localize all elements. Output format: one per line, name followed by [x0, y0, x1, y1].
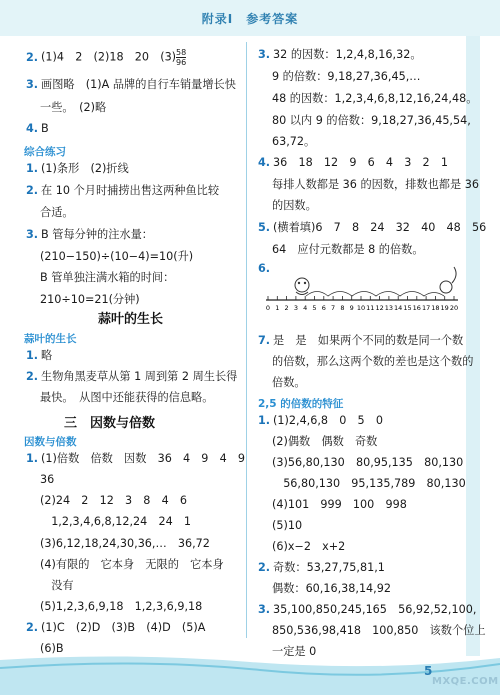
- answer-text: 没有: [40, 579, 74, 592]
- answer-text: 850,536,98,418 100,850 该数个位上: [272, 624, 486, 637]
- numerator: 58: [176, 48, 187, 57]
- answer-line: [26, 78, 236, 92]
- tick-label: 20: [449, 304, 459, 312]
- tick-label: 2: [284, 304, 289, 312]
- answer-text: 48 的因数：1,2,3,4,6,8,12,16,24,48。: [272, 92, 478, 105]
- answer-text: (3)56,80,130 80,95,135 80,130: [272, 456, 464, 469]
- answer-line: [258, 156, 448, 170]
- section-right: 2,5 的倍数的特征: [258, 398, 344, 410]
- answer-line: [272, 477, 466, 491]
- answer-text: (2)偶数 偶数 奇数: [272, 435, 378, 448]
- answer-line: [40, 537, 210, 551]
- answer-text: 一些。 (2)略: [40, 101, 107, 114]
- answer-text: (1)倍数 倍数 因数 36 4 9 4 9: [41, 452, 246, 465]
- answer-text: 64 应付元数都是 8 的倍数。: [272, 243, 424, 256]
- answer-line: [272, 243, 424, 257]
- answer-text: (4)101 999 100 998: [272, 498, 407, 511]
- question-number: 5.: [258, 221, 271, 234]
- answer-text: (6)x−2 x+2: [272, 540, 346, 553]
- column-divider: [246, 42, 247, 638]
- question-number: 2.: [26, 184, 39, 197]
- tick-label: 17: [421, 304, 431, 312]
- answer-line: [40, 515, 191, 529]
- answer-text: (2)24 2 12 3 8 4 6: [40, 494, 188, 507]
- tick-label: 16: [412, 304, 421, 312]
- answer-line: [26, 228, 153, 242]
- tick-label: 12: [375, 304, 384, 312]
- answer-line: [40, 600, 202, 614]
- tick-label: 7: [331, 304, 336, 312]
- answer-line: [272, 624, 486, 638]
- tick-label: 10: [356, 304, 366, 312]
- answer-text: (210−150)÷(10−4)=10(升): [40, 250, 194, 263]
- answer-text: 画图略 (1)A 品牌的自行车销量增长快: [41, 78, 236, 91]
- answer-line: [26, 184, 219, 198]
- header-title: 附录Ⅰ 参考答案: [201, 12, 299, 26]
- answer-text: (6)B: [40, 642, 64, 655]
- question-number: 2.: [26, 50, 39, 64]
- answer-text: 36: [40, 473, 55, 486]
- question-number: 2.: [26, 370, 39, 383]
- tick-label: 6: [321, 304, 326, 312]
- answer-text: 的因数。: [272, 199, 317, 212]
- tick-label: 15: [403, 304, 412, 312]
- answer-line: [26, 452, 245, 466]
- question-number: 1.: [26, 349, 39, 362]
- tick-label: 1: [275, 304, 280, 312]
- tick-label: 14: [394, 304, 403, 312]
- page-corner-mark: [420, 662, 499, 692]
- answer-line: [40, 101, 106, 115]
- answer-line: [272, 435, 377, 449]
- question-number: 3.: [258, 603, 271, 616]
- number-line-figure: [262, 263, 462, 323]
- answer-line: [272, 376, 306, 390]
- tick-label: 9: [349, 304, 354, 312]
- answer-text: 最快。 从图中还能获得的信息略。: [40, 391, 214, 404]
- answer-text: (1)条形 (2)折线: [41, 162, 129, 175]
- answer-text: 35,100,850,245,165 56,92,52,100,: [273, 603, 477, 616]
- question-number: 1.: [258, 414, 271, 427]
- answer-line: [40, 293, 140, 307]
- answer-line: [272, 355, 473, 369]
- answer-line: [40, 271, 174, 285]
- frog-icon: [295, 278, 309, 295]
- answer-text: (1)C (2)D (3)B (4)D (5)A: [41, 621, 206, 634]
- answer-line: [26, 349, 52, 363]
- answer-line: [258, 334, 463, 348]
- answer-text: 每排人数都是 36 的因数，排数也都是 36: [272, 178, 479, 191]
- answer-line: [272, 178, 479, 192]
- answer-text: (4)有限的 它本身 无限的 它本身: [40, 558, 224, 571]
- section-suanye: 蒜叶的生长: [24, 333, 77, 345]
- answer-line: [272, 199, 317, 213]
- tick-label: 3: [293, 304, 298, 312]
- question-number: 1.: [26, 452, 39, 465]
- answer-line: [272, 582, 391, 596]
- answer-line: [40, 558, 224, 572]
- answer-text: 是 是 如果两个不同的数是同一个数: [273, 334, 464, 347]
- answer-text: (1)2,4,6,8 0 5 0: [273, 414, 383, 427]
- answer-line: [258, 221, 486, 235]
- answer-text: (5)1,2,3,6,9,18 1,2,3,6,9,18: [40, 600, 203, 613]
- answer-text: 的倍数，那么这两个数的差也是这个数的: [272, 355, 474, 368]
- answer-text: 36 18 12 9 6 4 3 2 1: [273, 156, 448, 169]
- fraction: [176, 48, 186, 67]
- answer-line: [272, 456, 463, 470]
- answer-text: B 管每分钟的注水量：: [41, 228, 153, 241]
- question-number: 6.: [258, 262, 271, 275]
- question-number: 7.: [258, 334, 271, 347]
- answer-text: 1,2,3,4,6,8,12,24 24 1: [40, 515, 191, 528]
- answer-line: [26, 122, 49, 136]
- answer-line: [272, 135, 315, 149]
- answer-text: B 管单独注满水箱的时间：: [40, 271, 175, 284]
- answer-line: [40, 250, 193, 264]
- answer-text: 倍数。: [272, 376, 306, 389]
- tick-label: 0: [265, 304, 271, 312]
- answer-line: [258, 603, 476, 617]
- answer-line: [272, 540, 345, 554]
- answer-text: 80 以内 9 的倍数：9,18,27,36,45,54,: [272, 114, 471, 127]
- answer-line: [40, 391, 213, 405]
- question-number: 2.: [258, 561, 271, 574]
- tick-label: 18: [431, 304, 440, 312]
- answer-line: [272, 498, 407, 512]
- answer-line: [272, 92, 477, 106]
- page-number: 5: [424, 664, 433, 678]
- answer-text: B: [41, 122, 49, 135]
- answer-text: 56,80,130 95,135,789 80,130: [272, 477, 466, 490]
- answer-line: [26, 370, 237, 384]
- question-number: 3.: [258, 48, 271, 61]
- tick-label: 8: [340, 304, 345, 312]
- answer-line: [258, 48, 422, 62]
- answer-text: (1)4 2 (2)18 20 (3): [41, 50, 177, 64]
- answer-text: (5)10: [272, 519, 303, 532]
- tick-label: 13: [384, 304, 394, 312]
- question-number: 1.: [26, 162, 39, 175]
- number-line-ticks: [266, 296, 458, 312]
- answer-line: [272, 114, 471, 128]
- question-number: 4.: [26, 122, 39, 135]
- question-number: 3.: [26, 78, 39, 91]
- answer-line: [26, 48, 186, 67]
- answer-text: 偶数：60,16,38,14,92: [272, 582, 391, 595]
- question-number: 3.: [26, 228, 39, 241]
- answer-text: 奇数：53,27,75,81,1: [273, 561, 385, 574]
- tick-label: 5: [312, 304, 317, 312]
- right-decor-strip: [466, 36, 480, 656]
- section-zonghe: 综合练习: [24, 146, 66, 158]
- answer-text: 略: [41, 349, 53, 362]
- jump-arcs: [306, 292, 444, 297]
- answer-text: 32 的因数：1,2,4,8,16,32。: [273, 48, 422, 61]
- answer-line: [258, 561, 385, 575]
- answer-line: [40, 206, 74, 220]
- tick-label: 19: [440, 304, 449, 312]
- answer-text: 63,72。: [272, 135, 316, 148]
- answer-line: [258, 414, 383, 428]
- section-yinshu: 因数与倍数: [24, 436, 77, 448]
- squirrel-icon: [440, 267, 456, 293]
- watermark: MXQE.COM: [432, 676, 499, 687]
- tick-label: 11: [366, 304, 375, 312]
- answer-line: [272, 519, 302, 533]
- answer-line: [40, 494, 187, 508]
- question-number: 2.: [26, 621, 39, 634]
- answer-text: 合适。: [40, 206, 74, 219]
- answer-text: 生物角黑麦草从第 1 周到第 2 周生长得: [41, 370, 238, 383]
- answer-text: 9 的倍数：9,18,27,36,45,…: [272, 70, 421, 83]
- answer-text: 在 10 个月时捕捞出售这两种鱼比较: [41, 184, 220, 197]
- answer-line: [272, 70, 420, 84]
- answer-text: (横着填)6 7 8 24 32 40 48 56: [273, 221, 487, 234]
- page-header: [0, 0, 500, 36]
- answer-line: [40, 473, 54, 487]
- question-number: 4.: [258, 156, 271, 169]
- answer-line: [26, 162, 129, 176]
- answer-line: [26, 621, 205, 635]
- tick-label: 4: [303, 304, 308, 312]
- answer-text: 一定是 0: [272, 645, 317, 658]
- answer-text: (3)6,12,18,24,30,36,… 36,72: [40, 537, 210, 550]
- answer-text: 210÷10=21(分钟): [40, 293, 140, 306]
- denominator: 96: [176, 58, 187, 67]
- chapter-three: 三 因数与倍数: [64, 416, 156, 431]
- answer-line: [40, 579, 74, 593]
- chapter-suanye: 蒜叶的生长: [98, 312, 164, 327]
